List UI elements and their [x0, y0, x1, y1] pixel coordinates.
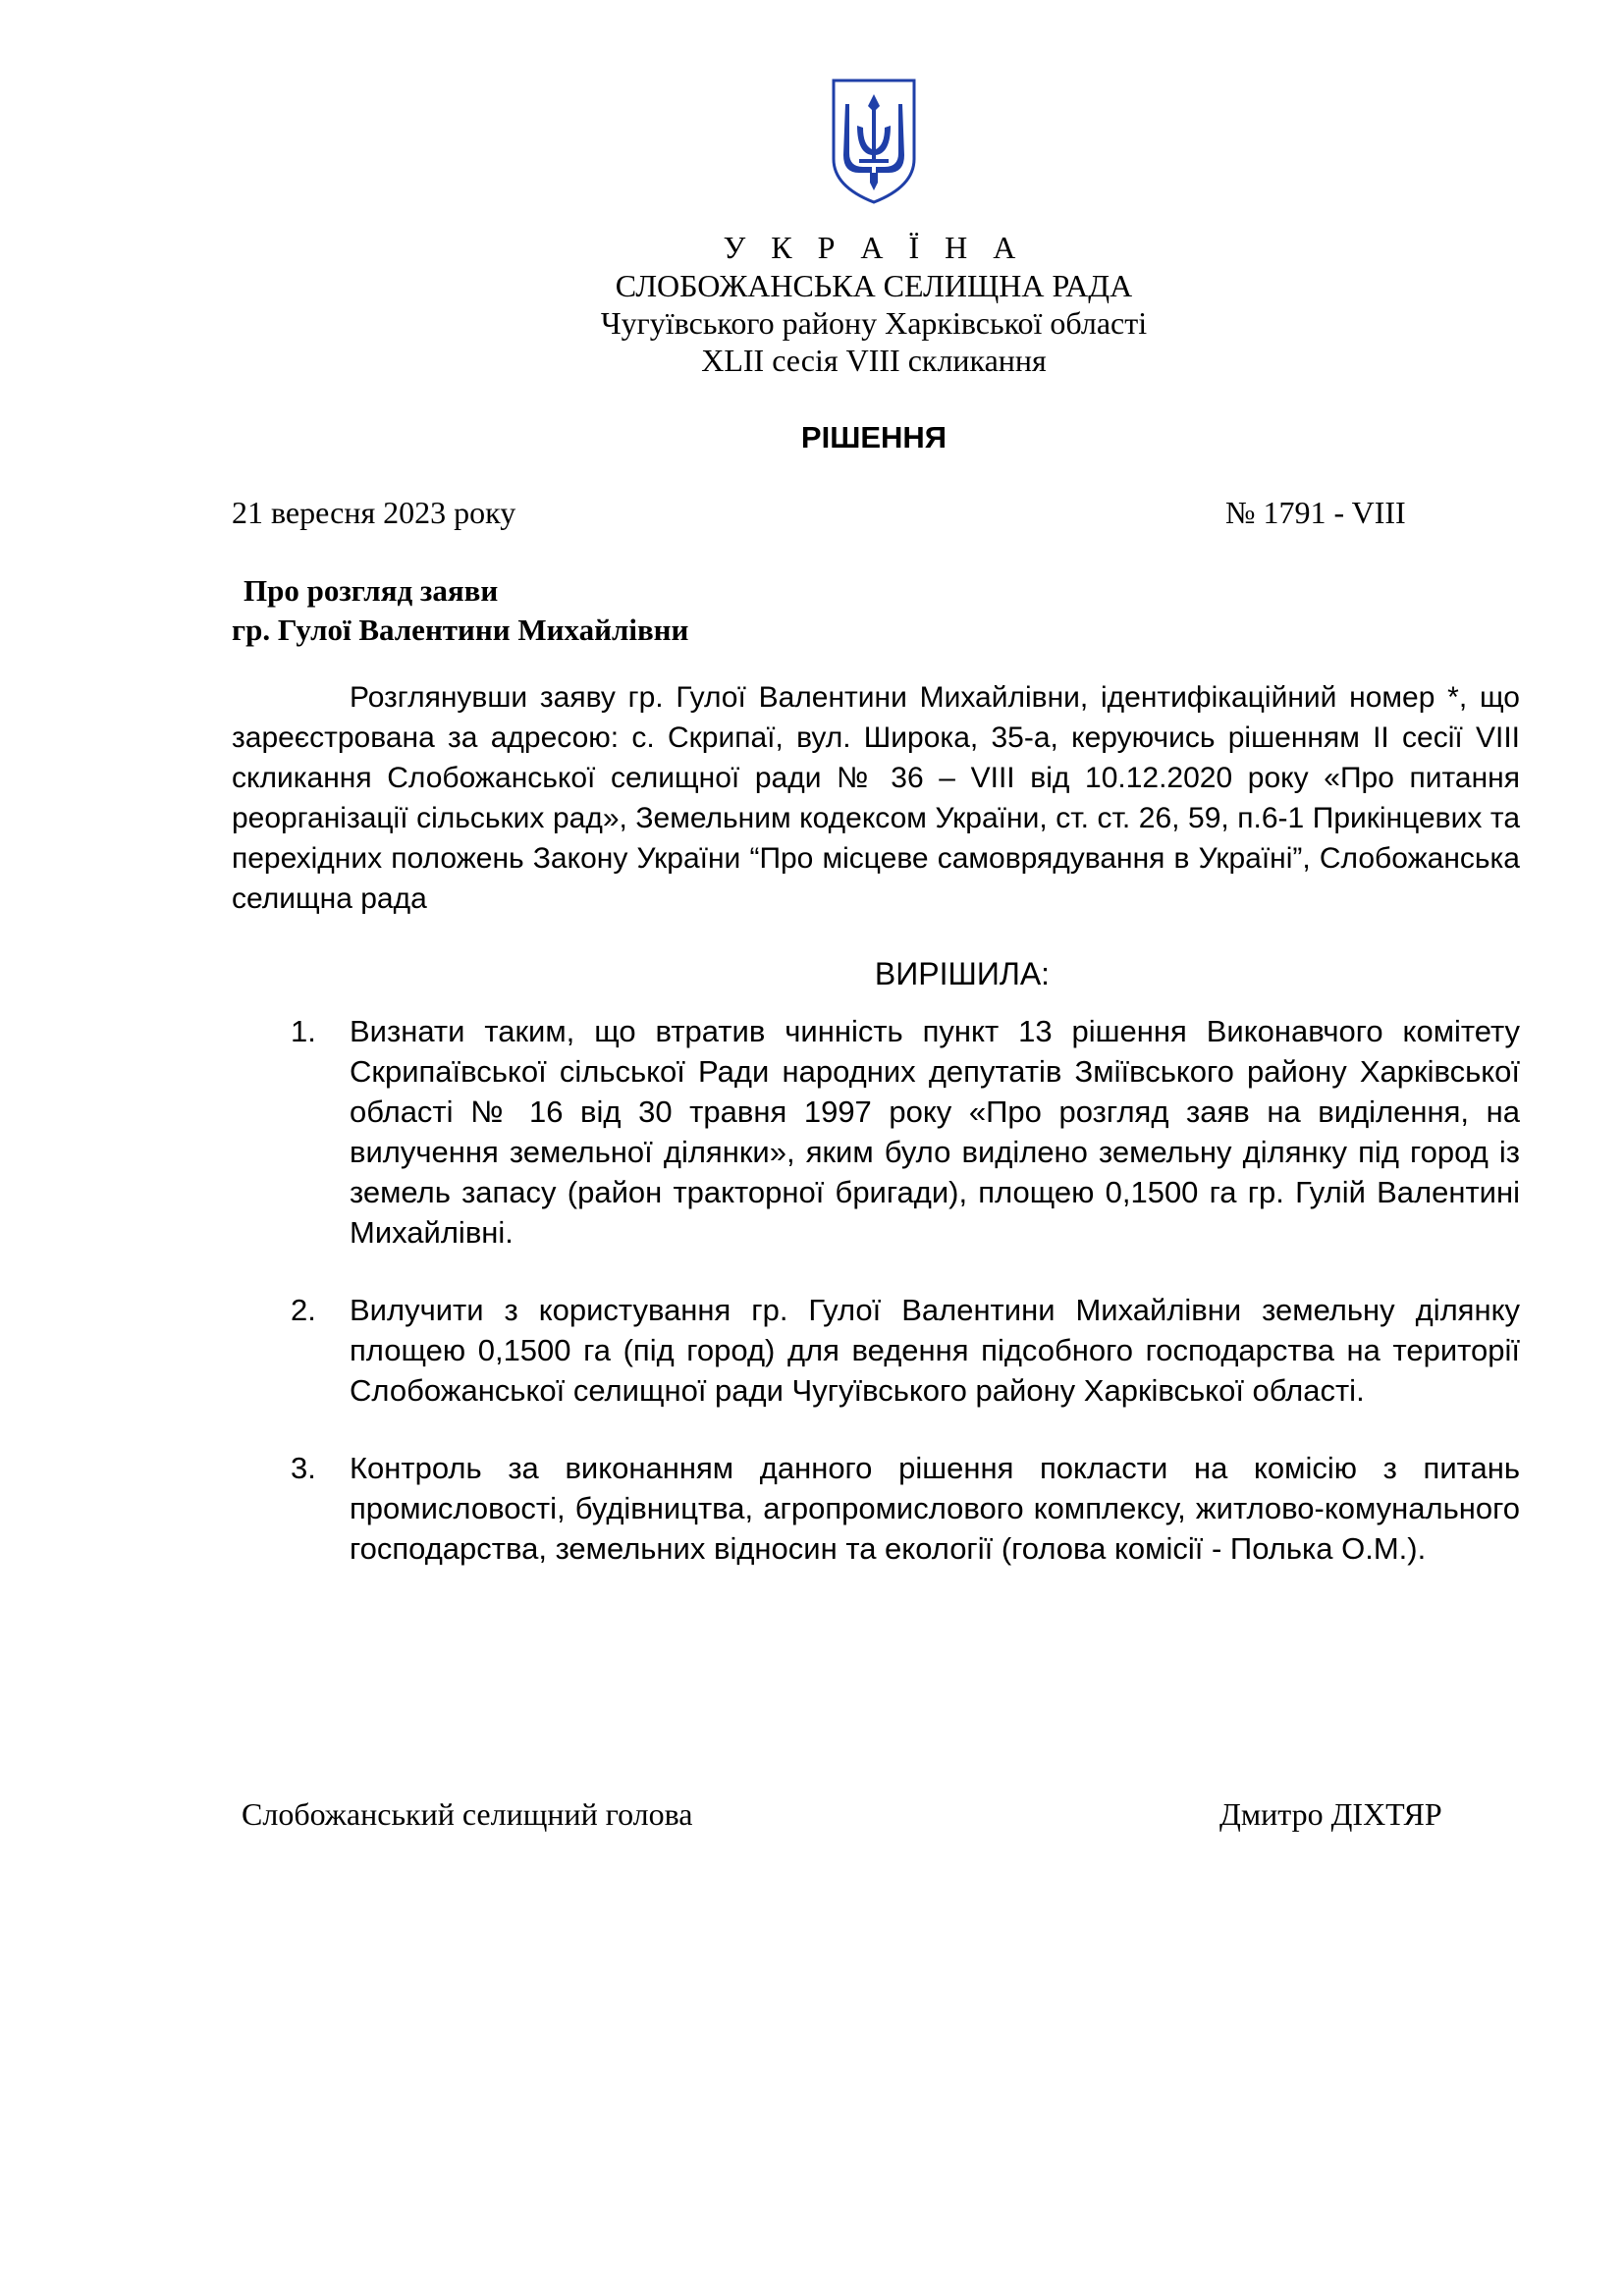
coat-of-arms-trident-icon — [830, 77, 918, 206]
header-council: СЛОБОЖАНСЬКА СЕЛИЩНА РАДА — [615, 268, 1133, 303]
resolved-heading: ВИРІШИЛА: — [874, 956, 1051, 991]
decision-date: 21 вересня 2023 року — [232, 495, 516, 530]
subject-line-2: гр. Гулої Валентини Михайлівни — [232, 613, 689, 647]
decision-item-number: 1. — [291, 1014, 316, 1048]
decision-item-text: Визнати таким, що втратив чинність пункт 13 рішення Виконавчого комітету Скрипаївської сільської Ради народних депутатів Зміївського району Харківської області № 16 від 30 травня 1997 року «Про розгляд заяв на виділення, на вилучення земельної ділянки», яким було виділено земельну ділянку під город із земель запасу (район тракторної бригади), площею 0,1500 га гр. Гулій Валентині Михайлівні. — [350, 1014, 1520, 1250]
decision-number: № 1791 - VIII — [1225, 495, 1406, 530]
decision-item-number: 3. — [291, 1451, 316, 1485]
header-session: XLII сесія VIII скликання — [701, 343, 1047, 378]
decision-item-text: Контроль за виконанням данного рішення покласти на комісію з питань промисловості, будівництва, агропромислового комплексу, житлово-комунального господарства, земельних відносин та екології (голова комісії - Полька О.М.). — [350, 1451, 1520, 1566]
subject-line-1: Про розгляд заяви — [244, 573, 499, 608]
decision-items-list — [291, 1011, 1520, 1569]
preamble-paragraph: Розглянувши заяву гр. Гулої Валентини Михайлівни, ідентифікаційний номер *, що зареєстрована за адресою: с. Скрипаї, вул. Широка, 35-а, керуючись рішенням ІІ сесії VІІІ скликання Слобожанської селищної ради № 36 – VІІІ від 10.12.2020 року «Про питання реорганізації сільських рад», Земельним кодексом України, ст. ст. 26, 59, п.6-1 Прикінцевих та перехідних положень Закону України “Про місцеве самоврядування в Україні”, Слобожанська селищна рада — [232, 681, 1520, 915]
signature-title: Слобожанський селищний голова — [242, 1796, 693, 1832]
decision-item-number: 2. — [291, 1293, 316, 1327]
decision-item — [291, 1448, 1520, 1569]
decision-item — [291, 1011, 1520, 1253]
decision-title: РІШЕННЯ — [800, 420, 947, 454]
decision-item-text: Вилучити з користування гр. Гулої Валентини Михайлівни земельну ділянку площею 0,1500 га (під город) для ведення підсобного господарства на території Слобожанської селищної ради Чугуївського району Харківської області. — [350, 1293, 1520, 1408]
signature-name: Дмитро ДІХТЯР — [1219, 1796, 1442, 1832]
header-country: У К Р А Ї Н А — [723, 230, 1025, 265]
decision-item — [291, 1290, 1520, 1411]
header-district: Чугуївського району Харківської області — [600, 305, 1148, 341]
decision-subject — [232, 571, 688, 650]
